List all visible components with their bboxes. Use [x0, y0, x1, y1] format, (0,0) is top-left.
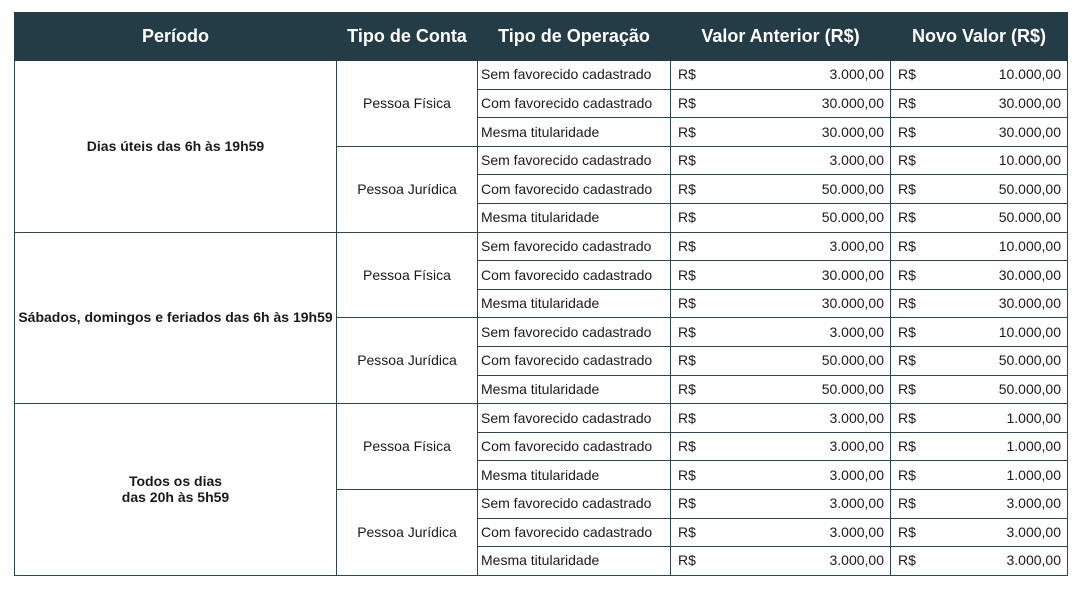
- novo-valor-cell: [891, 518, 1068, 547]
- currency-symbol: R$: [898, 380, 916, 397]
- novo-valor-amount: 30.000,00: [998, 123, 1061, 140]
- valor-anterior-cell: [671, 89, 891, 118]
- header-valor-anterior: Valor Anterior (R$): [671, 13, 891, 61]
- currency-symbol: R$: [678, 552, 696, 569]
- novo-valor-amount: 30.000,00: [998, 295, 1061, 312]
- account-type-cell: Pessoa Jurídica: [337, 146, 478, 232]
- novo-valor-amount: 50.000,00: [998, 209, 1061, 226]
- novo-valor-cell: [891, 461, 1068, 490]
- valor-anterior-cell: [671, 146, 891, 175]
- table-header: [15, 13, 1068, 61]
- valor-anterior-amount: 3.000,00: [829, 523, 884, 540]
- currency-symbol: R$: [678, 466, 696, 483]
- novo-valor-cell: [891, 375, 1068, 404]
- currency-symbol: R$: [898, 94, 916, 111]
- valor-anterior-cell: [671, 404, 891, 433]
- valor-anterior-cell: [671, 346, 891, 375]
- valor-anterior-cell: [671, 518, 891, 547]
- currency-symbol: R$: [678, 438, 696, 455]
- header-tipo-conta: Tipo de Conta: [337, 13, 478, 61]
- valor-anterior-cell: [671, 289, 891, 318]
- novo-valor-amount: 50.000,00: [998, 380, 1061, 397]
- novo-valor-cell: [891, 404, 1068, 433]
- novo-valor-amount: 50.000,00: [998, 180, 1061, 197]
- operation-type-cell: Mesma titularidade: [478, 547, 671, 576]
- period-label: Dias úteis das 6h às 19h59: [86, 137, 265, 154]
- currency-symbol: R$: [678, 380, 696, 397]
- valor-anterior-cell: [671, 489, 891, 518]
- operation-type-cell: Com favorecido cadastrado: [478, 346, 671, 375]
- operation-type-cell: Sem favorecido cadastrado: [478, 489, 671, 518]
- novo-valor-cell: [891, 261, 1068, 290]
- operation-type-cell: Sem favorecido cadastrado: [478, 146, 671, 175]
- valor-anterior-amount: 50.000,00: [821, 380, 884, 397]
- novo-valor-cell: [891, 232, 1068, 261]
- novo-valor-cell: [891, 547, 1068, 576]
- currency-symbol: R$: [678, 323, 696, 340]
- currency-symbol: R$: [898, 180, 916, 197]
- novo-valor-cell: [891, 175, 1068, 204]
- account-type-cell: Pessoa Física: [337, 232, 478, 318]
- header-periodo: Período: [15, 13, 337, 61]
- valor-anterior-cell: [671, 432, 891, 461]
- valor-anterior-amount: 3.000,00: [829, 466, 884, 483]
- currency-symbol: R$: [678, 237, 696, 254]
- currency-symbol: R$: [678, 266, 696, 283]
- operation-type-cell: Com favorecido cadastrado: [478, 261, 671, 290]
- valor-anterior-cell: [671, 461, 891, 490]
- currency-symbol: R$: [898, 466, 916, 483]
- valor-anterior-amount: 3.000,00: [829, 66, 884, 83]
- novo-valor-cell: [891, 432, 1068, 461]
- period-label: Sábados, domingos e feriados das 6h às 19h59: [18, 309, 333, 326]
- period-label: das 20h às 5h59: [121, 489, 230, 506]
- operation-type-cell: Sem favorecido cadastrado: [478, 318, 671, 347]
- valor-anterior-cell: [671, 547, 891, 576]
- table-row: [15, 232, 1068, 261]
- operation-type-cell: Com favorecido cadastrado: [478, 89, 671, 118]
- operation-type-cell: Com favorecido cadastrado: [478, 518, 671, 547]
- currency-symbol: R$: [898, 523, 916, 540]
- valor-anterior-cell: [671, 175, 891, 204]
- currency-symbol: R$: [898, 295, 916, 312]
- operation-type-cell: Sem favorecido cadastrado: [478, 61, 671, 90]
- valor-anterior-cell: [671, 61, 891, 90]
- novo-valor-cell: [891, 346, 1068, 375]
- valor-anterior-cell: [671, 261, 891, 290]
- valor-anterior-cell: [671, 318, 891, 347]
- currency-symbol: R$: [898, 209, 916, 226]
- novo-valor-amount: 3.000,00: [1006, 495, 1061, 512]
- novo-valor-amount: 1.000,00: [1006, 466, 1061, 483]
- valor-anterior-amount: 30.000,00: [821, 94, 884, 111]
- valor-anterior-amount: 3.000,00: [829, 323, 884, 340]
- valor-anterior-cell: [671, 203, 891, 232]
- header-row: [15, 13, 1068, 61]
- currency-symbol: R$: [898, 495, 916, 512]
- currency-symbol: R$: [678, 523, 696, 540]
- valor-anterior-cell: [671, 232, 891, 261]
- header-tipo-operacao: Tipo de Operação: [478, 13, 671, 61]
- table-row: [15, 61, 1068, 90]
- currency-symbol: R$: [898, 409, 916, 426]
- valor-anterior-amount: 50.000,00: [821, 352, 884, 369]
- valor-anterior-amount: 30.000,00: [821, 295, 884, 312]
- limits-table: [14, 12, 1068, 576]
- currency-symbol: R$: [898, 123, 916, 140]
- valor-anterior-amount: 50.000,00: [821, 180, 884, 197]
- account-type-cell: Pessoa Jurídica: [337, 489, 478, 575]
- novo-valor-cell: [891, 203, 1068, 232]
- valor-anterior-amount: 3.000,00: [829, 552, 884, 569]
- table-body: [15, 61, 1068, 576]
- novo-valor-amount: 1.000,00: [1006, 409, 1061, 426]
- account-type-cell: Pessoa Jurídica: [337, 318, 478, 404]
- novo-valor-cell: [891, 61, 1068, 90]
- novo-valor-amount: 1.000,00: [1006, 438, 1061, 455]
- valor-anterior-amount: 30.000,00: [821, 266, 884, 283]
- period-cell: [15, 232, 337, 404]
- valor-anterior-amount: 3.000,00: [829, 438, 884, 455]
- valor-anterior-amount: 30.000,00: [821, 123, 884, 140]
- header-novo-valor: Novo Valor (R$): [891, 13, 1068, 61]
- novo-valor-cell: [891, 318, 1068, 347]
- novo-valor-amount: 30.000,00: [998, 266, 1061, 283]
- currency-symbol: R$: [678, 352, 696, 369]
- currency-symbol: R$: [678, 152, 696, 169]
- novo-valor-cell: [891, 489, 1068, 518]
- currency-symbol: R$: [678, 495, 696, 512]
- currency-symbol: R$: [898, 438, 916, 455]
- currency-symbol: R$: [898, 323, 916, 340]
- novo-valor-cell: [891, 289, 1068, 318]
- currency-symbol: R$: [898, 266, 916, 283]
- valor-anterior-amount: 3.000,00: [829, 409, 884, 426]
- operation-type-cell: Com favorecido cadastrado: [478, 175, 671, 204]
- operation-type-cell: Com favorecido cadastrado: [478, 432, 671, 461]
- currency-symbol: R$: [678, 94, 696, 111]
- novo-valor-amount: 3.000,00: [1006, 552, 1061, 569]
- currency-symbol: R$: [678, 295, 696, 312]
- operation-type-cell: Mesma titularidade: [478, 203, 671, 232]
- account-type-cell: Pessoa Física: [337, 404, 478, 490]
- valor-anterior-amount: 3.000,00: [829, 152, 884, 169]
- period-cell: [15, 61, 337, 233]
- novo-valor-amount: 10.000,00: [998, 323, 1061, 340]
- period-cell: [15, 404, 337, 576]
- operation-type-cell: Mesma titularidade: [478, 118, 671, 147]
- currency-symbol: R$: [898, 352, 916, 369]
- valor-anterior-cell: [671, 375, 891, 404]
- account-type-cell: Pessoa Física: [337, 61, 478, 147]
- novo-valor-amount: 10.000,00: [998, 152, 1061, 169]
- table-row: [15, 404, 1068, 433]
- valor-anterior-amount: 50.000,00: [821, 209, 884, 226]
- novo-valor-amount: 10.000,00: [998, 237, 1061, 254]
- novo-valor-amount: 10.000,00: [998, 66, 1061, 83]
- novo-valor-amount: 3.000,00: [1006, 523, 1061, 540]
- currency-symbol: R$: [898, 237, 916, 254]
- operation-type-cell: Mesma titularidade: [478, 375, 671, 404]
- currency-symbol: R$: [678, 409, 696, 426]
- operation-type-cell: Mesma titularidade: [478, 461, 671, 490]
- currency-symbol: R$: [898, 152, 916, 169]
- period-label: Todos os dias: [128, 472, 223, 489]
- operation-type-cell: Sem favorecido cadastrado: [478, 404, 671, 433]
- currency-symbol: R$: [898, 66, 916, 83]
- novo-valor-amount: 30.000,00: [998, 94, 1061, 111]
- currency-symbol: R$: [678, 180, 696, 197]
- valor-anterior-cell: [671, 118, 891, 147]
- currency-symbol: R$: [678, 123, 696, 140]
- novo-valor-cell: [891, 118, 1068, 147]
- novo-valor-cell: [891, 146, 1068, 175]
- currency-symbol: R$: [678, 209, 696, 226]
- novo-valor-amount: 50.000,00: [998, 352, 1061, 369]
- valor-anterior-amount: 3.000,00: [829, 495, 884, 512]
- currency-symbol: R$: [678, 66, 696, 83]
- valor-anterior-amount: 3.000,00: [829, 237, 884, 254]
- operation-type-cell: Mesma titularidade: [478, 289, 671, 318]
- operation-type-cell: Sem favorecido cadastrado: [478, 232, 671, 261]
- novo-valor-cell: [891, 89, 1068, 118]
- currency-symbol: R$: [898, 552, 916, 569]
